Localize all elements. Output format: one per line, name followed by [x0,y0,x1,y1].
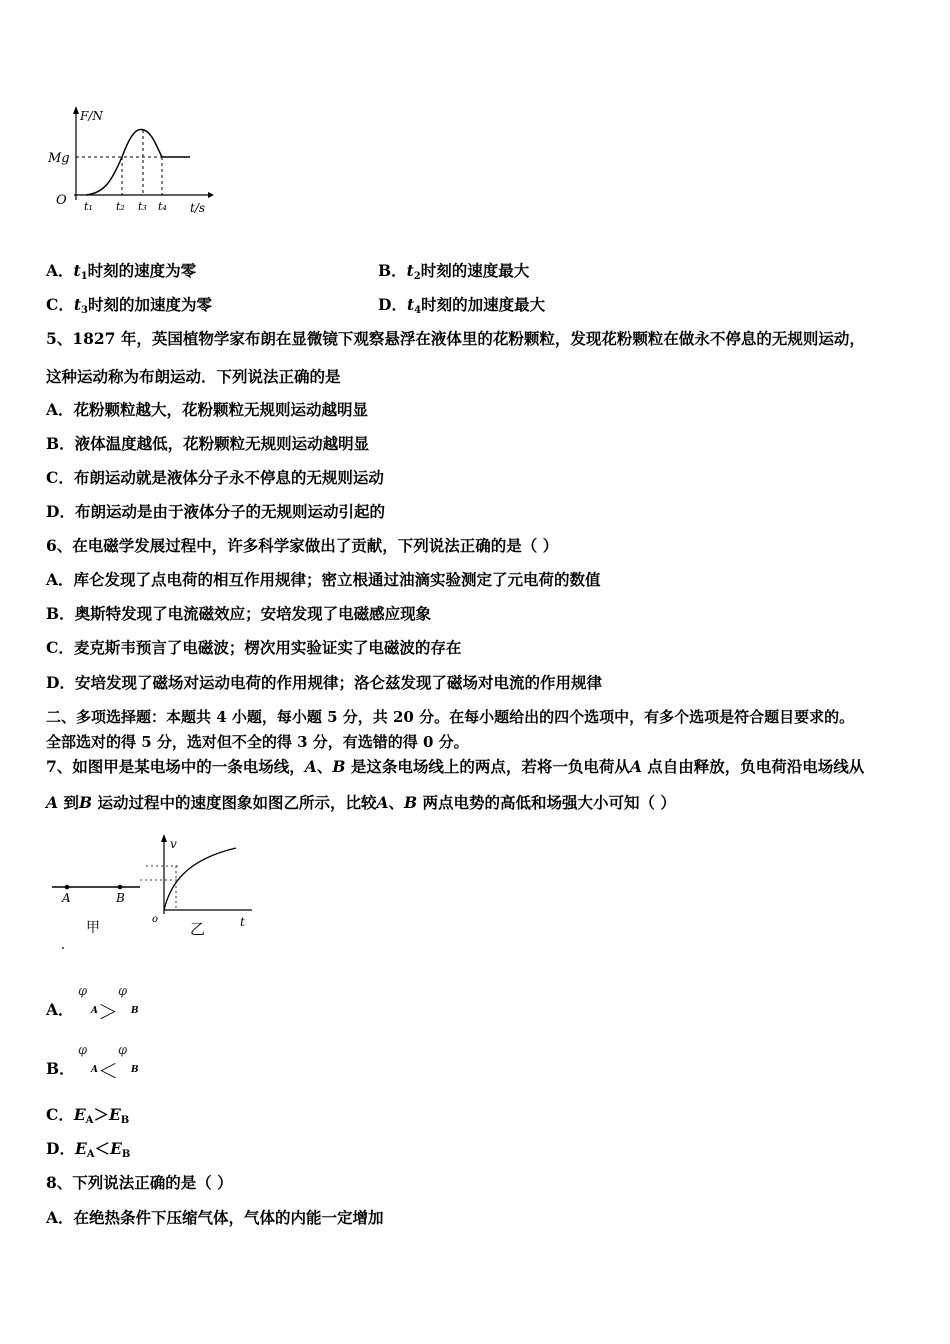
q5-option-b[interactable]: B．液体温度越低，花粉颗粒无规则运动越明显 [46,434,370,453]
q6-stem: 6、在电磁学发展过程中，许多科学家做出了贡献，下列说法正确的是（ ） [46,536,559,555]
q5-stem-1: 5、1827 年，英国植物学家布朗在显微镜下观察悬浮在液体里的花粉颗粒，发现花粉颗粒在做永不停息的无规则运动， [46,329,865,348]
q4-option-a[interactable]: A．$t_1$时刻的速度为零 [46,261,197,282]
tick-t4: t₄ [158,200,167,213]
tick-t2: t₂ [116,200,125,213]
phi-a-sub-a: A [91,1006,98,1016]
q8-option-a[interactable]: A．在绝热条件下压缩气体，气体的内能一定增加 [46,1208,384,1227]
q5-option-c[interactable]: C．布朗运动就是液体分子永不停息的无规则运动 [46,468,384,487]
tick-t3: t₃ [138,200,147,213]
q8-stem: 8、下列说法正确的是（ ） [46,1173,233,1192]
point-b [118,885,123,890]
x-axis-label: t/s [190,201,206,215]
stray-dot [62,947,64,949]
point-a-label: A [62,891,71,905]
phi-a-sub-b: B [131,1006,139,1016]
point-b-label: B [116,891,125,905]
phi-b-sub-b: B [131,1065,139,1075]
q7-option-c[interactable]: C．$E_A>E_B$ [46,1105,130,1126]
phi-a-symbol: φ [78,984,88,999]
q4-option-d[interactable]: D．$t_4$时刻的加速度最大 [378,295,546,316]
phi-b-symbol: φ [118,984,128,999]
q7-option-b[interactable]: B． [46,1059,75,1078]
point-a [65,885,70,890]
force-curve [86,129,190,195]
phi-b-sub-a: A [91,1065,98,1075]
figure-caption-jia: 甲 [86,920,100,936]
q7-stem-1: 7、如图甲是某电场中的一条电场线，A、B 是这条电场线上的两点，若将一负电荷从A 点自由释放，负电荷沿电场线从 [46,757,865,776]
velocity-curve [164,848,236,910]
q6-option-c[interactable]: C．麦克斯韦预言了电磁波；楞次用实验证实了电磁波的存在 [46,638,462,657]
q6-option-d[interactable]: D．安培发现了磁场对运动电荷的作用规律；洛仑兹发现了磁场对电流的作用规律 [46,673,602,692]
q4-option-b[interactable]: B．$t_2$时刻的速度最大 [378,261,530,282]
section2-line1: 二、多项选择题：本题共 4 小题，每小题 5 分，共 20 分。在每小题给出的四个选项中，有多个选项是符合题目要求的。 [46,708,855,726]
relation-lt: ＜ [98,1059,118,1083]
q6-option-b[interactable]: B．奥斯特发现了电流磁效应；安培发现了电磁感应现象 [46,604,432,623]
t-label: t [240,915,245,929]
q4-option-c[interactable]: C．$t_3$时刻的加速度为零 [46,295,212,316]
y-axis-arrow [73,106,79,114]
q5-stem-2: 这种运动称为布朗运动．下列说法正确的是 [46,367,341,386]
v-axis-arrow [161,834,167,842]
mg-label: Mg [48,151,70,166]
section2-line2: 全部选对的得 5 分，选对但不全的得 3 分，有选错的得 0 分。 [46,733,469,751]
tick-t1: t₁ [84,200,93,213]
velocity-time-figure [130,830,260,940]
q7-stem-2: A 到B 运动过程中的速度图象如图乙所示，比较A、B 两点电势的高低和场强大小可知（ ） [46,793,676,812]
q6-option-a[interactable]: A．库仑发现了点电荷的相互作用规律；密立根通过油滴实验测定了元电荷的数值 [46,570,601,589]
y-axis-label: F/N [80,109,103,123]
q7-option-a[interactable]: A． [46,1000,74,1019]
origin-label: O [56,193,67,208]
q7-option-d[interactable]: D．$E_A<E_B$ [46,1139,131,1160]
q5-option-a[interactable]: A．花粉颗粒越大，花粉颗粒无规则运动越明显 [46,400,369,419]
origin-label: o [152,914,159,925]
phi-b-symbol-b: φ [118,1043,128,1058]
force-time-graph [40,100,220,220]
v-label: v [170,837,177,851]
x-axis-arrow [208,192,214,198]
relation-gt: ＞ [98,1000,118,1024]
figure-caption-yi: 乙 [190,920,206,938]
q5-option-d[interactable]: D．布朗运动是由于液体分子的无规则运动引起的 [46,502,385,521]
phi-a-symbol-b: φ [78,1043,88,1058]
